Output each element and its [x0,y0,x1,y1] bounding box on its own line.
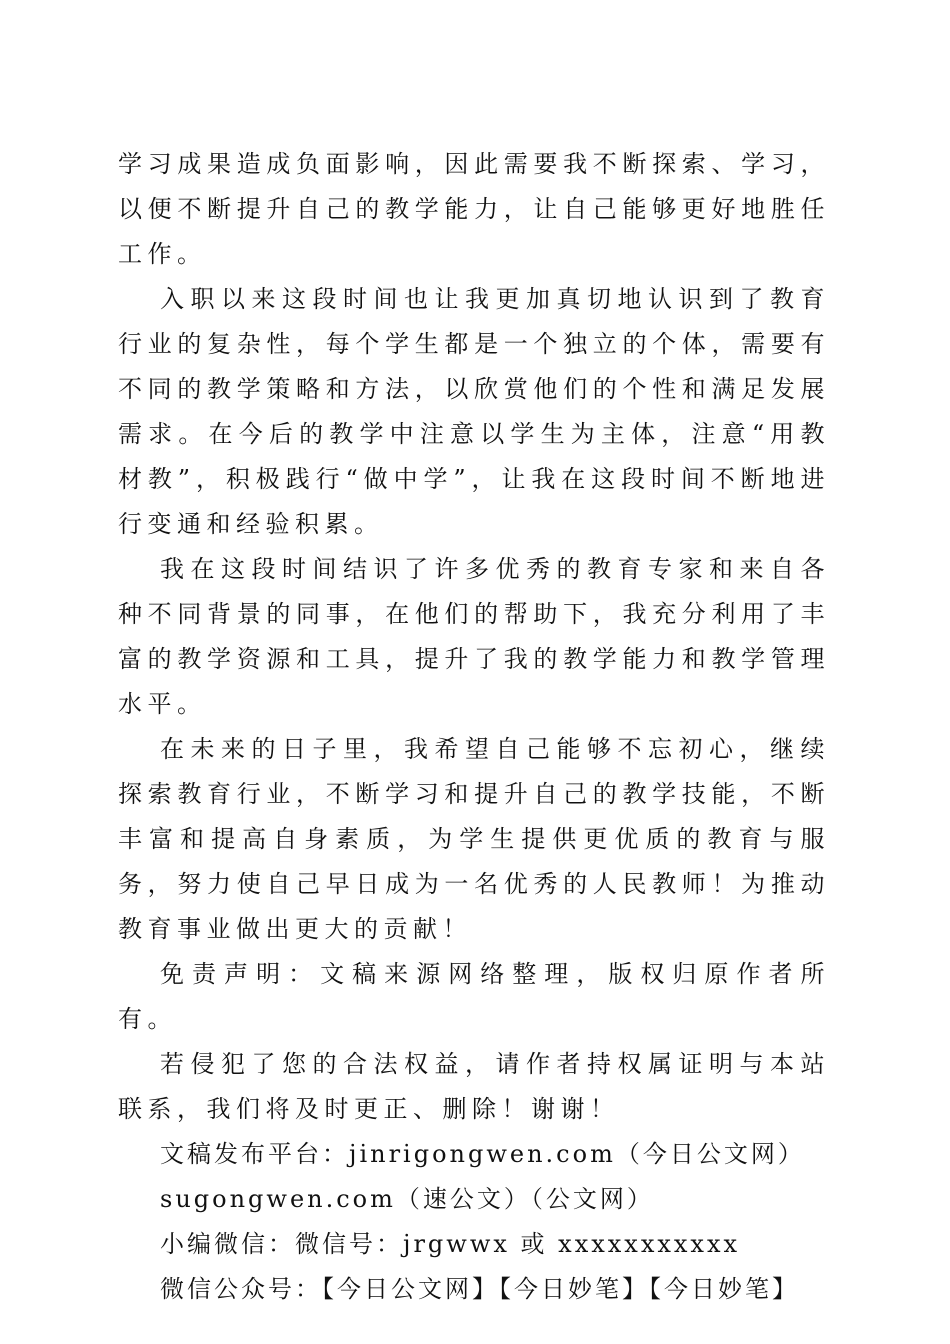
footer-platform-line: 文稿发布平台：jinrigongwen.com（今日公文网） [160,1140,805,1168]
document-body [118,142,830,1312]
paragraph-infringement-notice: 若侵犯了您的合法权益，请作者持权属证明与本站联系，我们将及时更正、删除！谢谢！ [118,1050,830,1123]
paragraph-colleagues: 我在这段时间结识了许多优秀的教育专家和来自各种不同背景的同事，在他们的帮助下，我充分利用了丰富的教学资源和工具，提升了我的教学能力和教学管理水平。 [118,555,830,718]
paragraph-industry-complexity: 入职以来这段时间也让我更加真切地认识到了教育行业的复杂性，每个学生都是一个独立的个体，需要有不同的教学策略和方法，以欣赏他们的个性和满足发展需求。在今后的教学中注意以学生为主体，注意“用教材教”，积极践行“做中学”，让我在这段时间不断地进行变通和经验积累。 [118,285,830,538]
paragraph-disclaimer: 免责声明：文稿来源网络整理，版权归原作者所有。 [118,960,830,1033]
footer-site-line: sugongwen.com（速公文）（公文网） [160,1185,654,1213]
footer-wechat-line: 小编微信：微信号：jrgwwx 或 xxxxxxxxxxx [160,1230,741,1258]
paragraph-future: 在未来的日子里，我希望自己能够不忘初心，继续探索教育行业，不断学习和提升自己的教学技能，不断丰富和提高自身素质，为学生提供更优质的教育与服务，努力使自己早日成为一名优秀的人民教师！为推动教育事业做出更大的贡献！ [118,735,830,943]
paragraph-continuation: 学习成果造成负面影响，因此需要我不断探索、学习，以便不断提升自己的教学能力，让自己能够更好地胜任工作。 [118,150,830,268]
footer-official-account-line: 微信公众号：【今日公文网】【今日妙笔】【今日妙笔】 [160,1275,799,1303]
